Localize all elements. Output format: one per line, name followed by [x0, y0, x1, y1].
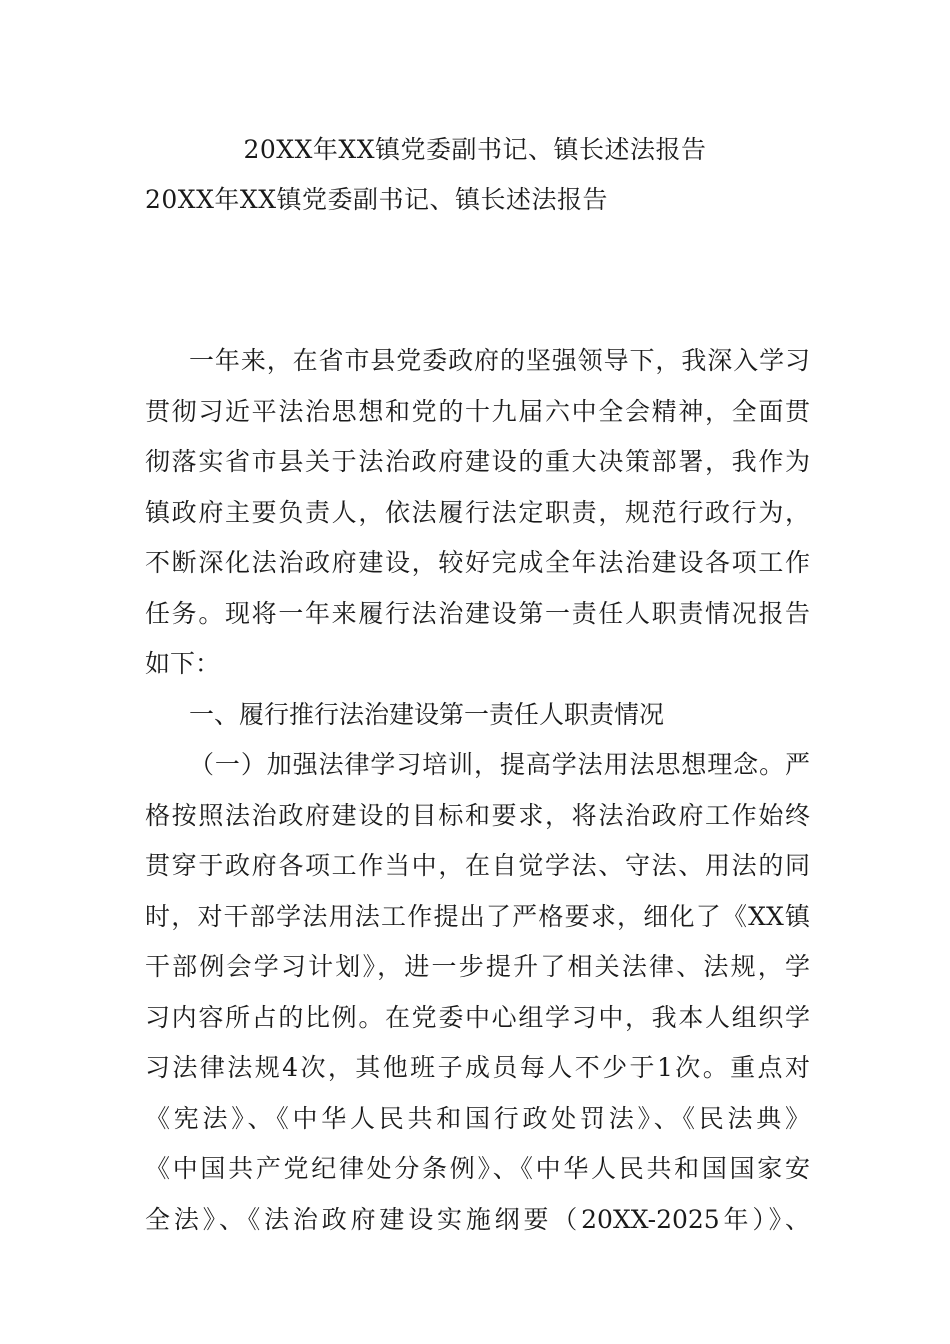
- paragraph-line: 干部例会学习计划》，进一步提升了相关法律、法规，学: [145, 952, 810, 981]
- paragraph-line: 不断深化法治政府建设，较好完成全年法治建设各项工作: [145, 548, 810, 577]
- document-title-centered: 20XX年XX镇党委副书记、镇长述法报告: [243, 135, 707, 164]
- paragraph-line: （一）加强法律学习培训，提高学法用法思想理念。严: [189, 750, 810, 779]
- paragraph-line: 《中国共产党纪律处分条例》、《中华人民共和国国家安: [145, 1154, 810, 1183]
- paragraph-line: 镇政府主要负责人，依法履行法定职责，规范行政行为，: [145, 497, 810, 527]
- document-body: [145, 336, 810, 1245]
- paragraph-line: 习内容所占的比例。在党委中心组学习中，我本人组织学: [145, 1002, 810, 1032]
- paragraph-line: 任务。现将一年来履行法治建设第一责任人职责情况报告: [145, 598, 810, 628]
- paragraph-line: 时，对干部学法用法工作提出了严格要求，细化了《XX镇: [145, 901, 810, 931]
- paragraph-line: 全法》、《法治政府建设实施纲要（20XX-2025年）》、: [145, 1204, 810, 1234]
- paragraph-line: 习法律法规4次，其他班子成员每人不少于1次。重点对: [145, 1053, 810, 1082]
- document-title-left: 20XX年XX镇党委副书记、镇长述法报告: [145, 185, 609, 214]
- paragraph-line: 如下：: [145, 649, 221, 678]
- paragraph-line: 一年来，在省市县党委政府的坚强领导下，我深入学习: [189, 346, 810, 375]
- paragraph-line: 贯穿于政府各项工作当中，在自觉学法、守法、用法的同: [145, 851, 810, 880]
- paragraph-line: 彻落实省市县关于法治政府建设的重大决策部署，我作为: [145, 447, 810, 476]
- paragraph-line: 贯彻习近平法治思想和党的十九届六中全会精神，全面贯: [145, 396, 810, 426]
- paragraph-line: 格按照法治政府建设的目标和要求，将法治政府工作始终: [145, 800, 810, 830]
- section-heading: 一、履行推行法治建设第一责任人职责情况: [189, 699, 665, 729]
- paragraph-line: 《宪法》、《中华人民共和国行政处罚法》、《民法典》: [145, 1103, 810, 1133]
